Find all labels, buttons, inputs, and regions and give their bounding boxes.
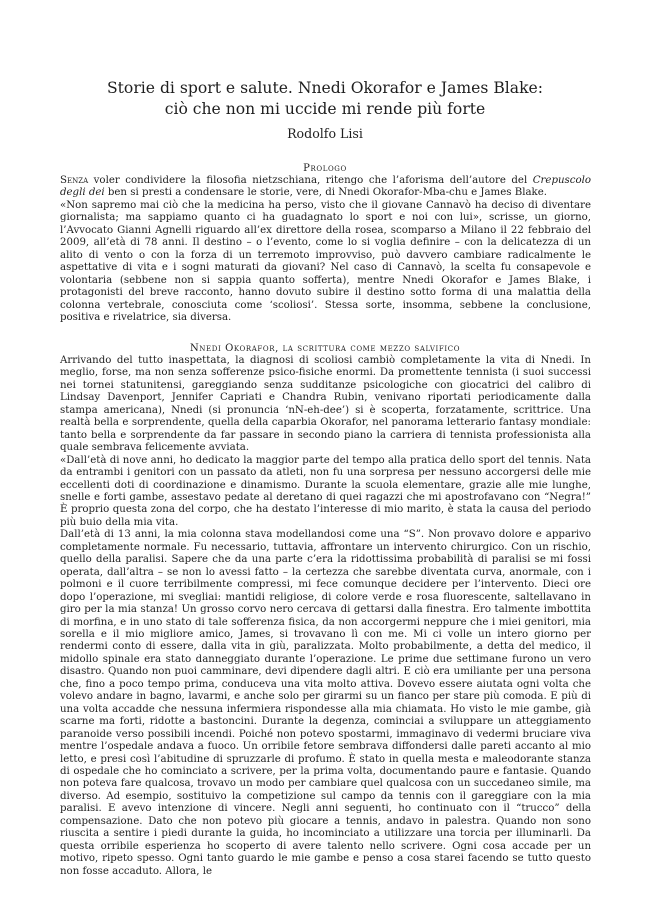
- paragraph-text: ben si presti a condensare le storie, vere, di Nnedi Okorafor-Mba-chu e James Blake.: [104, 187, 547, 199]
- prologo-body: [60, 175, 591, 324]
- paragraph: Dall’età di 13 anni, la mia colonna stava modellandosi come una “S”. Non provavo dolore e apparivo completamente normale. Fu necessario, tuttavia, affrontare un intervento chirurgico. Con un rischio, quello della paralisi. Sapere che da una parte c’era la ridottissima probabilità di paralisi se mi fossi operata, dall’altra – se non lo avessi fatto – la certezza che sarebbe diventata curva, anormale, con i polmoni e il cuore terribilmente compressi, mi fece comunque decidere per l’intervento. Dieci ore dopo l’operazione, mi svegliai: mantidi religiose, di colore verde e rosa fluorescente, saltellavano in giro per la mia stanza! Un grosso corvo nero cercava di gettarsi dalla finestra. Ero talmente imbottita di morfina, e in uno stato di tale sofferenza fisica, da non accorgermi neppure che i miei genitori, mia sorella e il mio migliore amico, James, si trovavano lì con me. Mi ci volle un intero giorno per rendermi conto di essere, dalla vita in giù, paralizzata. Molto probabilmente, a detta del medico, il midollo spinale era stato danneggiato durante l’operazione. Le prime due settimane furono un vero disastro. Quando non puoi camminare, devi dipendere dagli altri. E ciò era umiliante per una persona che, fino a poco tempo prima, conduceva una vita molto attiva. Dovevo essere aiutata ogni volta che volevo andare in bagno, lavarmi, e anche solo per girarmi su un fianco per stare più comoda. E più di una volta accadde che nessuna infermiera rispondesse alla mia chiamata. Ho visto le mie gambe, già scarne ma forti, ridotte a bastoncini. Durante la degenza, cominciai a sviluppare un atteggiamento paranoide verso possibili incendi. Poiché non potevo spostarmi, immaginavo di vedermi bruciare viva mentre l’ospedale andava a fuoco. Un orribile fetore sembrava diffondersi dalle pareti accanto al mio letto, e presi così l’abitudine di spruzzarle di profumo. È stato in quella mesta e maleodorante stanza di ospedale che ho cominciato a scrivere, per la prima volta, documentando paure e fantasie. Quando non poteva fare qualcosa, trovavo un modo per cambiare quel qualcosa con un succedaneo simile, ma diverso. Ad esempio, sostituivo la competizione sul campo da tennis con il gareggiare con la mia paralisi. E avevo intenzione di vincere. Negli anni seguenti, ho continuato con il “trucco” della compensazione. Dato che non potevo più giocare a tennis, andavo in palestra. Quando non sono riuscita a sentire i piedi durante la guida, ho incominciato a utilizzare una torcia per illuminarli. Da questa orribile esperienza ho scoperto di avere talento nello scrivere. Ogni cosa accade per un motivo, ripeto spesso. Ogni tanto guardo le mie gambe e penso a cosa starei facendo se tutto questo non fosse accaduto. Allora, le: [60, 529, 591, 877]
- title-line-2: ciò che non mi uccide mi rende più forte: [164, 100, 486, 118]
- paragraph: [60, 175, 591, 200]
- title-line-1: Storie di sport e salute. Nnedi Okorafor e James Blake:: [106, 79, 544, 97]
- work-title: Crepuscolo degli dei: [60, 175, 591, 199]
- section-heading-prologo: Prologo: [303, 163, 347, 174]
- paragraph: «Dall’età di nove anni, ho dedicato la maggior parte del tempo alla pratica dello sport del tennis. Nata da entrambi i genitori con un passato da atleti, non fu una sorpresa per nessuno accorgersi delle mie eccellenti doti di coordinazione e dinamismo. Durante la scuola elementare, grazie alle mie lunghe, snelle e forti gambe, assestavo pedate al deretano di quei ragazzi che mi apostrofavano con “Negra!” È proprio questa zona del corpo, che ha destato l’interesse di mio marito, è stata la causa del periodo più buio della mia vita.: [60, 454, 591, 528]
- paragraph: Arrivando del tutto inaspettata, la diagnosi di scoliosi cambiò completamente la vita di Nnedi. In meglio, forse, ma non senza sofferenze psico-fisiche enormi. Da promettente tennista (i suoi successi nei tornei statunitensi, gareggiando senza sudditanze psicologiche con giocatrici del calibro di Lindsay Davenport, Jennifer Capriati e Chandra Rubin, venivano riportati periodicamente dalla stampa americana), Nnedi (si pronuncia ‘nN-eh-dee’) si è scoperta, forzatamente, scrittrice. Una realtà bella e sorprendente, quella della caparbia Okorafor, nel panorama letterario fantasy mondiale: tanto bella e sorprendente da far passare in secondo piano la carriera di tennista professionista alla quale sembrava felicemente avviata.: [60, 355, 591, 454]
- paragraph-text: voler condividere la filosofia nietzschiana, ritengo che l’aforisma dell’autore del: [88, 175, 533, 186]
- lead-word: Senza: [60, 175, 89, 186]
- author-name: Rodolfo Lisi: [287, 126, 363, 141]
- paragraph: «Non sapremo mai ciò che la medicina ha perso, visto che il giovane Cannavò ha deciso di diventare giornalista; ma sappiamo quanto ci ha guadagnato lo sport e noi con lui», scrisse, un giorno, l’Avvocato Gianni Agnelli riguardo all’ex direttore della rosea, scomparso a Milano il 22 febbraio del 2009, all’età di 78 anni. Il destino – o l’evento, come lo si voglia definire – con la delicatezza di un alito di vento o con la forza di un terremoto improvviso, può davvero cambiare radicalmente le aspettative di vita e i sogni maturati da giovani? Nel caso di Cannavò, la scelta fu consapevole e volontaria (sebbene non si sappia quanto sofferta), mentre Nnedi Okorafor e James Blake, i protagonisti del breve racconto, hanno dovuto subire il destino sotto forma di una malattia della colonna vertebrale, conosciuta come ‘scoliosi’. Stessa sorte, insomma, sebbene la conclusione, positiva e rivelatrice, sia diversa.: [60, 199, 591, 323]
- section-heading-okorafor: Nnedi Okorafor, la scrittura come mezzo salvifico: [189, 343, 461, 354]
- paper-title: [0, 78, 650, 120]
- section-okorafor-body: [60, 355, 591, 878]
